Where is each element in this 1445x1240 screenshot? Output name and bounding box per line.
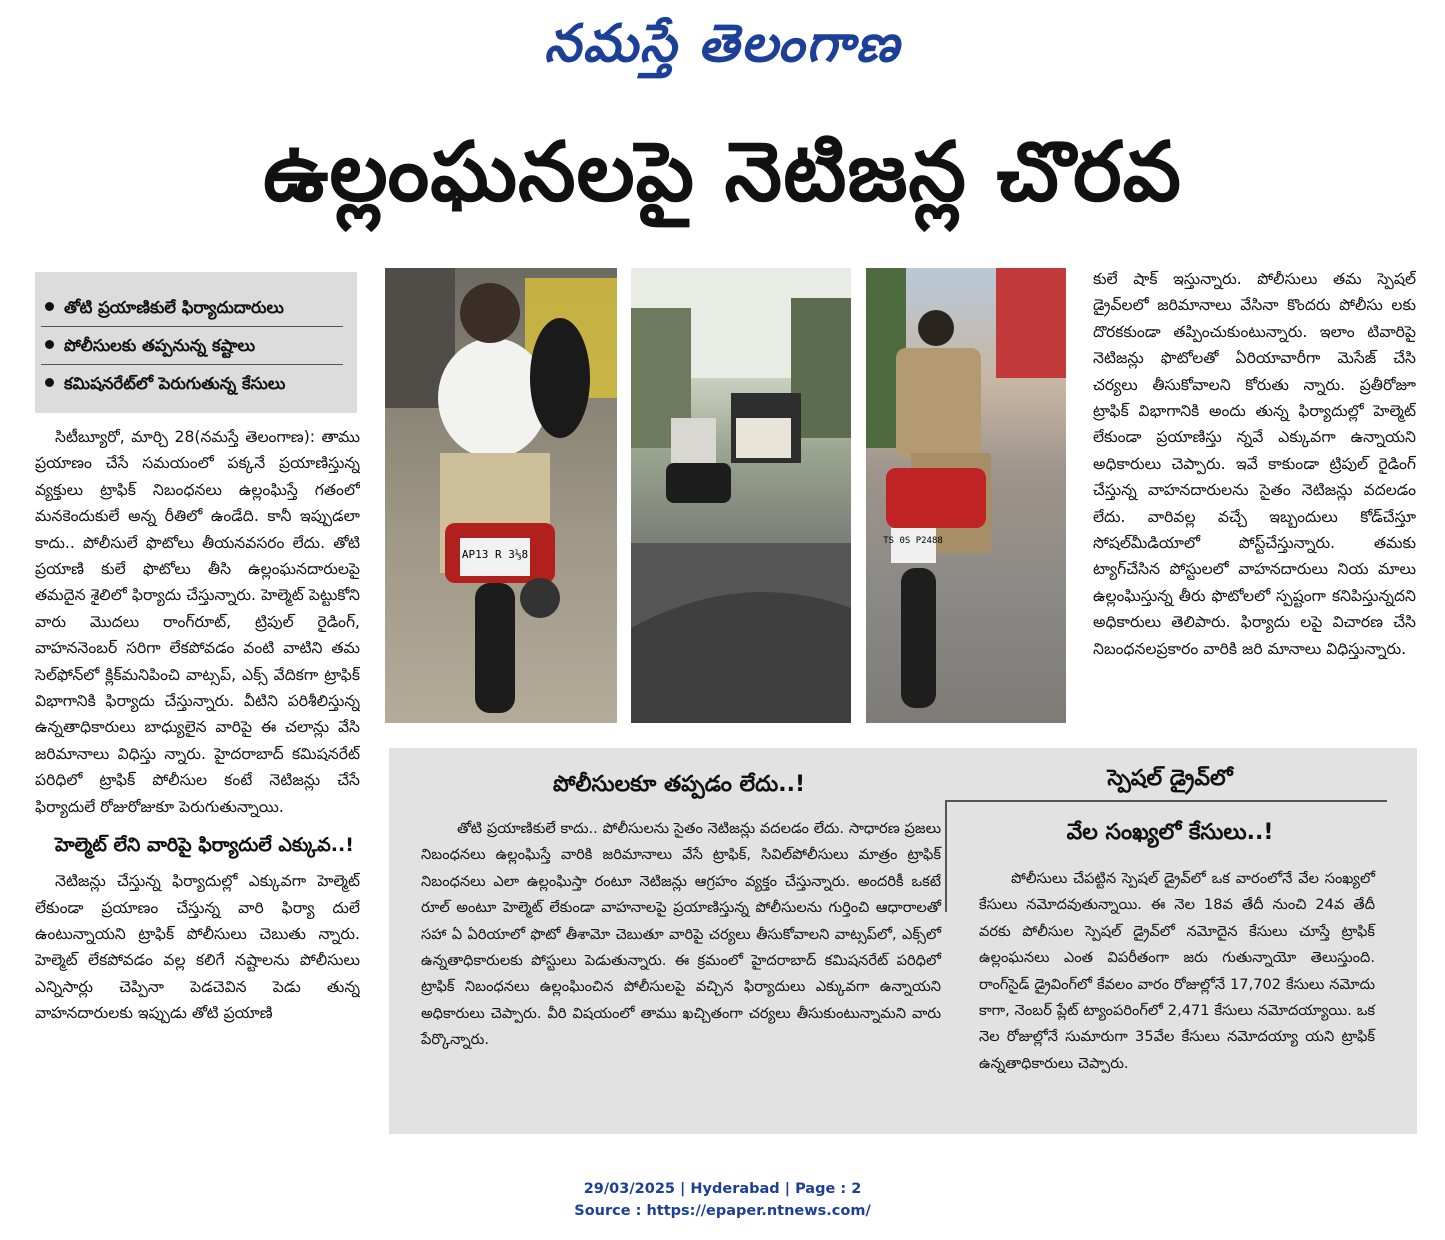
bullet-dot-icon [45, 340, 54, 349]
photo-bike-rider-1-graphic [385, 268, 617, 723]
left-paragraph-2: నెటిజన్లు చేస్తున్న ఫిర్యాదుల్లో ఎక్కువగా హెల్మెట్ లేకుండా ప్రయాణం చేస్తున్న వారి ఫిర్యా దులే ఉంటున్నాయని ట్రాఫిక్ పోలీసులు చెబుతు న్నారు. హెల్మెట్ లేకపోవడం వల్ల కలిగే నష్టాలను పోలీసులు ఎన్నిసార్లు చెప్పినా పెడచెవిన పెడు తున్న వాహనదారులకు ఇప్పుడు తోటి ప్రయాణి [35, 872, 360, 1023]
highlight-text: తోటి ప్రయాణికులే ఫిర్యాదుదారులు [64, 298, 284, 317]
photo-road-view-graphic [631, 268, 851, 723]
photo-bike-rider-1 [385, 268, 617, 723]
footer [0, 1178, 1445, 1222]
photo-police-rider-graphic [866, 268, 1066, 723]
highlight-item [41, 366, 343, 402]
left-paragraph-1: సిటీబ్యూరో, మార్చి 28(నమస్తే తెలంగాణ): తాము ప్రయాణం చేసే సమయంలో పక్కనే ప్రయాణిస్తున్న వ్యక్తులు ట్రాఫిక్ నిబంధనలు ఉల్లంఘిస్తే గతంలో మనకెందుకులే అన్న రీతిలో ఉండేది. కానీ ఇప్పుడలా కాదు.. పోలీసులే ఫొటోలు తీయనవసరం లేదు. తోటి ప్రయాణి కులే ఫొటోలు తీసి ఉల్లంఘనదారులపై తమదైన శైలిలో ఫిర్యాదు చేస్తున్నారు. హెల్మెట్ పెట్టుకోని వారు మొదలు రాంగ్‌రూట్, ట్రిపుల్ రైడింగ్, వాహననెంబర్ సరిగా లేకపోవడం వంటి వాటిని తమ సెల్‌ఫోన్‌లో క్లిక్‌మనిపించి వాట్సప్, ఎక్స్ వేదికగా ట్రాఫిక్ విభాగానికి ఫిర్యాదు చేస్తున్నారు. వీటిని పరిశీలిస్తున్న ఉన్నతాధికారులు బాధ్యులైన వారిపై ఈ చలాన్లు వేసి జరిమానాలు విధిస్తు న్నారు. హైదరాబాద్ కమిషనరేట్ పరిధిలో ట్రాఫిక్ పోలీసుల కంటే నెటిజన్లు చేసే ఫిర్యాదులే రోజురోజుకూ పెరుగుతున్నాయి. [35, 428, 360, 816]
box2-title-line2: వేల సంఖ్యలో కేసులు..! [1066, 820, 1274, 845]
photo-police-rider [866, 268, 1066, 723]
box2-paragraph: పోలీసులు చేపట్టిన స్పెషల్ డ్రైవ్‌లో ఒక వారంలోనే వేల సంఖ్యలో కేసులు నమోదవుతున్నాయి. ఈ నెల 18వ తేదీ నుంచి 24వ తేదీ వరకు పోలీసుల స్పెషల్ డ్రైవ్‌లో నమోదైన కేసులు చూస్తే ట్రాఫిక్ ఉల్లంఘనలు ఎంత విపరీతంగా జరు గుతున్నాయో తెలుస్తుంది. రాంగ్‌సైడ్ డ్రైవింగ్‌లో కేవలం వారం రోజుల్లోనే 17,702 కేసులు నమోదు కాగా, నెంబర్ ప్లేట్ ట్యాంపరింగ్‌లో 2,471 కేసులు నమోదయ్యాయి. ఒక నెల రోజుల్లోనే సుమారుగా 35వేల కేసులు నమోదయ్యా యని ట్రాఫిక్ ఉన్నతాధికారులు చెప్పారు. [979, 870, 1375, 1072]
highlight-item [41, 290, 343, 327]
bullet-dot-icon [45, 378, 54, 387]
box1-paragraph: తోటి ప్రయాణికులే కాదు.. పోలీసులను సైతం నెటిజన్లు వదలడం లేదు. సాధారణ ప్రజలు నిబంధనలు ఉల్లంఘిస్తే వారికి జరిమానాలు వేసే ట్రాఫిక్, సివిల్‌పోలీసులు మాత్రం ట్రాఫిక్ నిబంధనలు ఎలా ఉల్లంఘిస్తా రంటూ నెటిజన్లు ఆగ్రహం వ్యక్తం చేస్తున్నారు. అందరికీ ఒకటే రూల్ అంటూ హెల్మెట్ లేకుండా వాహనాలపై ప్రయాణిస్తున్న పోలీసులను గుర్తించి ఆధారాలతో సహా ఏ ఏరియాలో ఫొటో తీశామో చెబుతూ వారిపై చర్యలు తీసుకోవాలని వాట్సప్‌లో, ఎక్స్‌లో ఉన్నతాధికారులకు పోస్టులు పెడుతున్నారు. ఈ క్రమంలో హైదరాబాద్ కమిషనరేట్ పరిధిలో ట్రాఫిక్ నిబంధనలు ఉల్లంఘించిన పోలీసులపై వచ్చిన ఫిర్యాదులు ఎక్కువగా ఉన్నాయని అధికారులు చెప్పారు. వీరి విషయంలో తాము ఖచ్చితంగా చర్యలు తీసుకుంటున్నామని వారు పేర్కొన్నారు. [421, 820, 941, 1049]
masthead-logo: నమస్తే తెలంగాణ [544, 13, 901, 74]
box1-title: పోలీసులకూ తప్పడం లేదు..! [553, 772, 805, 797]
footer-date-line: 29/03/2025 | Hyderabad | Page : 2 [583, 1181, 862, 1197]
left-column [35, 424, 360, 1154]
box2-text [979, 866, 1375, 1077]
bullet-dot-icon [45, 302, 54, 311]
right-column [1093, 266, 1416, 736]
plate-1-text: AP13 R 3⅓8 [461, 548, 529, 561]
right-paragraph: కులే షాక్ ఇస్తున్నారు. పోలీసులు తమ స్పెషల్ డ్రైవ్‌లలో జరిమానాలు వేసినా కొందరు పోలీసు లకు దొరకకుండా తప్పించుకుంటున్నారు. ఇలాం టివారిపై నెటిజన్లు ఫొటోలతో ఏరియావారీగా మెసేజ్ చేసి చర్యలు తీసుకోవాలని కోరుతు న్నారు. ప్రతీరోజూ ట్రాఫిక్ విభాగానికి అందు తున్న ఫిర్యాదుల్లో హెల్మెట్ లేకుండా ప్రయాణిస్తు న్నవే ఎక్కువగా ఉన్నాయని అధికారులు చెప్పారు. ఇవే కాకుండా ట్రిపుల్ రైడింగ్ చేస్తున్న వాహనదారులను సైతం నెటిజన్లు వదలడం లేదు. వారివల్ల వచ్చే ఇబ్బందులు కోడ్‌చేస్తూ సోషల్‌మీడియాలో పోస్ట్‌చేస్తున్నారు. తమకు ట్యాగ్‌చేసిన పోస్టులలో వాహనదారులు నియ మాలు ఉల్లంఘిస్తున్న తీరు ఫొటోలలో స్పష్టంగా కనిపిస్తున్నదని అధికారులు తెలిపారు. ఫిర్యాదు లపై విచారణ చేసి నిబంధనలప్రకారం వారికి జరి మానాలు విధిస్తున్నారు. [1093, 270, 1416, 658]
box2-title-line1: స్పెషల్ డ్రైవ్‌లో [1107, 766, 1233, 791]
footer-source-link[interactable]: Source : https://epaper.ntnews.com/ [574, 1203, 871, 1219]
highlight-text: పోలీసులకు తప్పనున్న కష్టాలు [64, 336, 256, 355]
sidebar-box [389, 748, 1417, 1134]
plate-2-text: TS 0S P2488 [883, 536, 943, 546]
highlight-text: కమిషనరేట్‌లో పెరుగుతున్న కేసులు [64, 374, 286, 393]
photo-road-view [631, 268, 851, 723]
highlights-box [35, 272, 357, 413]
highlight-item [41, 328, 343, 365]
headline: ఉల్లంఘనలపై నెటిజన్ల చొరవ [263, 125, 1182, 220]
left-subhead: హెల్మెట్ లేని వారిపై ఫిర్యాదులే ఎక్కువ..! [55, 834, 354, 857]
box1-text [421, 816, 941, 1054]
